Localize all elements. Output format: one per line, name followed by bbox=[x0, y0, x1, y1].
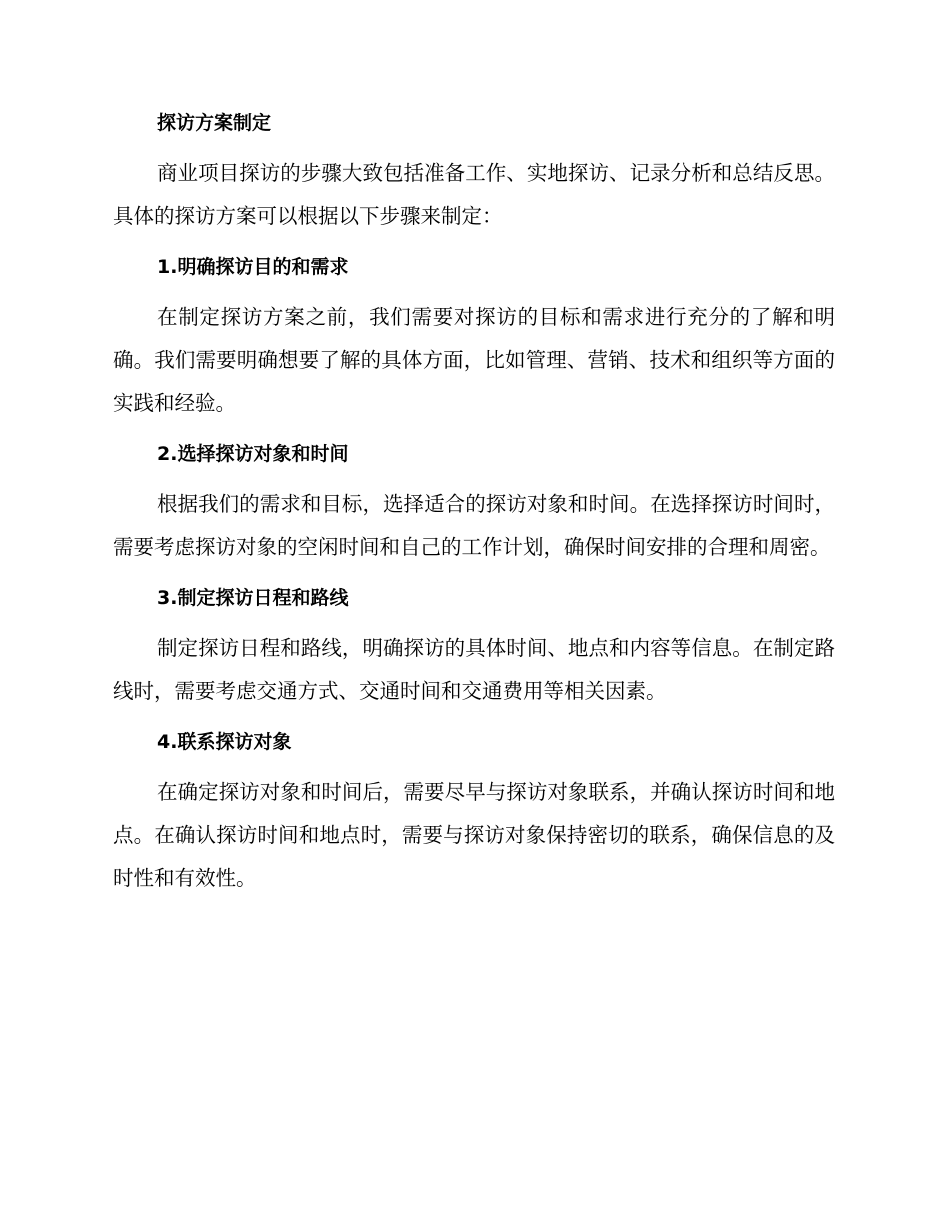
intro-paragraph: 商业项目探访的步骤大致包括准备工作、实地探访、记录分析和总结反思。具体的探访方案可以根据以下步骤来制定： bbox=[113, 161, 835, 228]
section-body: 根据我们的需求和目标，选择适合的探访对象和时间。在选择探访时间时，需要考虑探访对象的空闲时间和自己的工作计划，确保时间安排的合理和周密。 bbox=[113, 492, 835, 559]
document-page bbox=[113, 108, 835, 900]
section-4 bbox=[113, 727, 835, 900]
section-body: 在确定探访对象和时间后，需要尽早与探访对象联系，并确认探访时间和地点。在确认探访时间和地点时，需要与探访对象保持密切的联系，确保信息的及时性和有效性。 bbox=[113, 780, 835, 890]
section-heading: 3.制定探访日程和路线 bbox=[157, 587, 349, 609]
section-heading: 4.联系探访对象 bbox=[157, 731, 292, 753]
section-body: 在制定探访方案之前，我们需要对探访的目标和需求进行充分的了解和明确。我们需要明确想要了解的具体方面，比如管理、营销、技术和组织等方面的实践和经验。 bbox=[113, 305, 835, 415]
section-2 bbox=[113, 439, 835, 569]
document-title: 探访方案制定 bbox=[157, 112, 272, 134]
section-heading: 1.明确探访目的和需求 bbox=[157, 256, 349, 278]
section-3 bbox=[113, 583, 835, 713]
section-body: 制定探访日程和路线，明确探访的具体时间、地点和内容等信息。在制定路线时，需要考虑交通方式、交通时间和交通费用等相关因素。 bbox=[113, 636, 835, 703]
section-heading: 2.选择探访对象和时间 bbox=[157, 443, 349, 465]
section-1 bbox=[113, 252, 835, 425]
